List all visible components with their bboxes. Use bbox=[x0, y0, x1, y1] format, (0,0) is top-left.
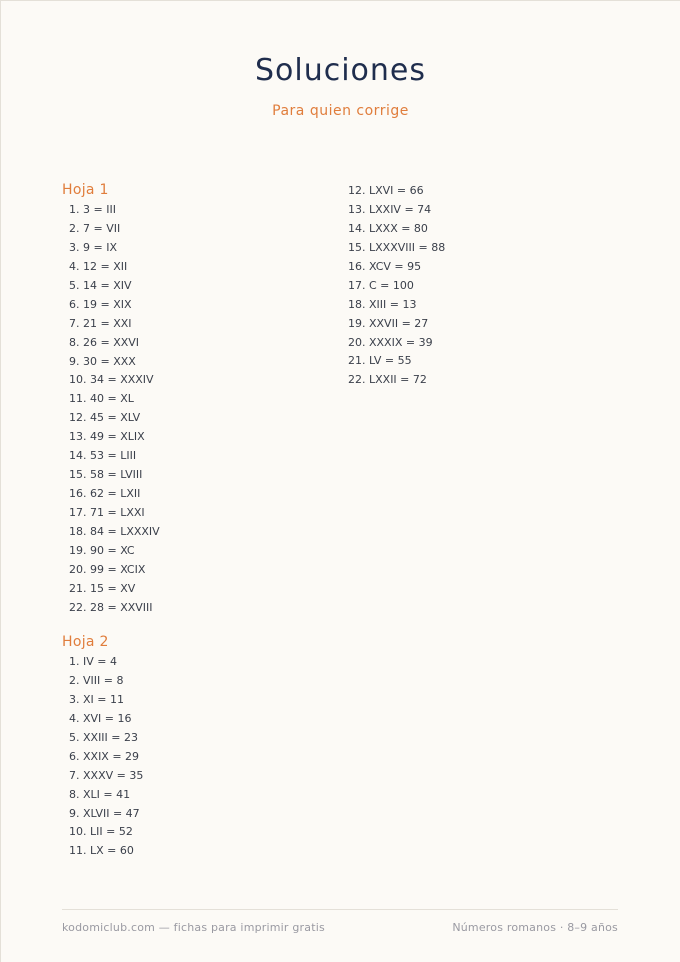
answer-item: 19. XXVII = 27 bbox=[348, 316, 429, 330]
answer-item: 9. 30 = XXX bbox=[69, 354, 136, 368]
answer-item: 11. LX = 60 bbox=[69, 844, 134, 858]
answer-item: 2. VIII = 8 bbox=[69, 673, 124, 687]
answer-list-hoja-2-continued bbox=[348, 182, 445, 390]
answer-item: 1. 3 = III bbox=[69, 203, 116, 216]
page-subtitle: Para quien corrige bbox=[272, 103, 409, 119]
answer-item: 2. 7 = VII bbox=[69, 221, 121, 235]
answer-item: 4. 12 = XII bbox=[69, 259, 128, 273]
answer-item: 13. 49 = XLIX bbox=[69, 430, 145, 444]
answer-item: 4. XVI = 16 bbox=[69, 711, 132, 725]
answer-item: 5. 14 = XIV bbox=[69, 278, 132, 292]
footer-site: kodomiclub.com — fichas para imprimir gratis bbox=[62, 921, 325, 934]
answer-item: 18. XIII = 13 bbox=[348, 297, 417, 311]
answer-item: 16. 62 = LXII bbox=[69, 487, 141, 501]
answer-item: 14. 53 = LIII bbox=[69, 449, 137, 463]
answer-item: 6. XXIX = 29 bbox=[69, 749, 140, 763]
answer-list-hoja-1 bbox=[69, 201, 160, 618]
answer-item: 10. 34 = XXXIV bbox=[69, 373, 154, 387]
answer-item: 11. 40 = XL bbox=[69, 392, 134, 406]
answer-item: 3. 9 = IX bbox=[69, 240, 117, 254]
footer-topic: Números romanos · 8–9 años bbox=[452, 921, 618, 934]
answer-item: 22. 28 = XXVIII bbox=[69, 600, 153, 614]
answer-item: 18. 84 = LXXXIV bbox=[69, 524, 160, 538]
section-title-hoja-1: Hoja 1 bbox=[62, 182, 109, 198]
answer-item: 15. 58 = LVIII bbox=[69, 468, 143, 482]
section-title-hoja-2: Hoja 2 bbox=[62, 634, 109, 650]
answer-item: 7. 21 = XXI bbox=[69, 316, 132, 330]
answer-item: 15. LXXXVIII = 88 bbox=[348, 240, 446, 254]
answer-item: 21. 15 = XV bbox=[69, 581, 136, 595]
answer-item: 20. XXXIX = 39 bbox=[348, 335, 433, 349]
answer-item: 19. 90 = XC bbox=[69, 543, 135, 557]
answer-item: 16. XCV = 95 bbox=[348, 259, 422, 273]
answer-item: 8. XLI = 41 bbox=[69, 787, 131, 801]
answer-item: 1. IV = 4 bbox=[69, 655, 117, 668]
answer-item: 12. LXVI = 66 bbox=[348, 184, 424, 197]
answer-list-hoja-2 bbox=[69, 653, 143, 861]
page-title: Soluciones bbox=[254, 53, 427, 88]
answer-item: 5. XXIII = 23 bbox=[69, 730, 139, 744]
answer-item: 14. LXXX = 80 bbox=[348, 221, 428, 235]
answer-item: 17. 71 = LXXI bbox=[69, 506, 145, 519]
answer-item: 9. XLVII = 47 bbox=[69, 806, 140, 820]
answer-item: 3. XI = 11 bbox=[69, 692, 124, 706]
answer-item: 12. 45 = XLV bbox=[69, 411, 141, 425]
answer-item: 10. LII = 52 bbox=[69, 825, 133, 839]
answer-item: 6. 19 = XIX bbox=[69, 297, 132, 311]
answer-item: 22. LXXII = 72 bbox=[348, 373, 427, 387]
answer-item: 20. 99 = XCIX bbox=[69, 562, 146, 576]
footer-divider bbox=[62, 909, 618, 910]
answer-item: 13. LXXIV = 74 bbox=[348, 202, 432, 216]
answer-item: 17. C = 100 bbox=[348, 278, 414, 292]
answer-item: 21. LV = 55 bbox=[348, 354, 412, 368]
answer-item: 7. XXXV = 35 bbox=[69, 768, 144, 782]
answer-item: 8. 26 = XXVI bbox=[69, 335, 140, 349]
